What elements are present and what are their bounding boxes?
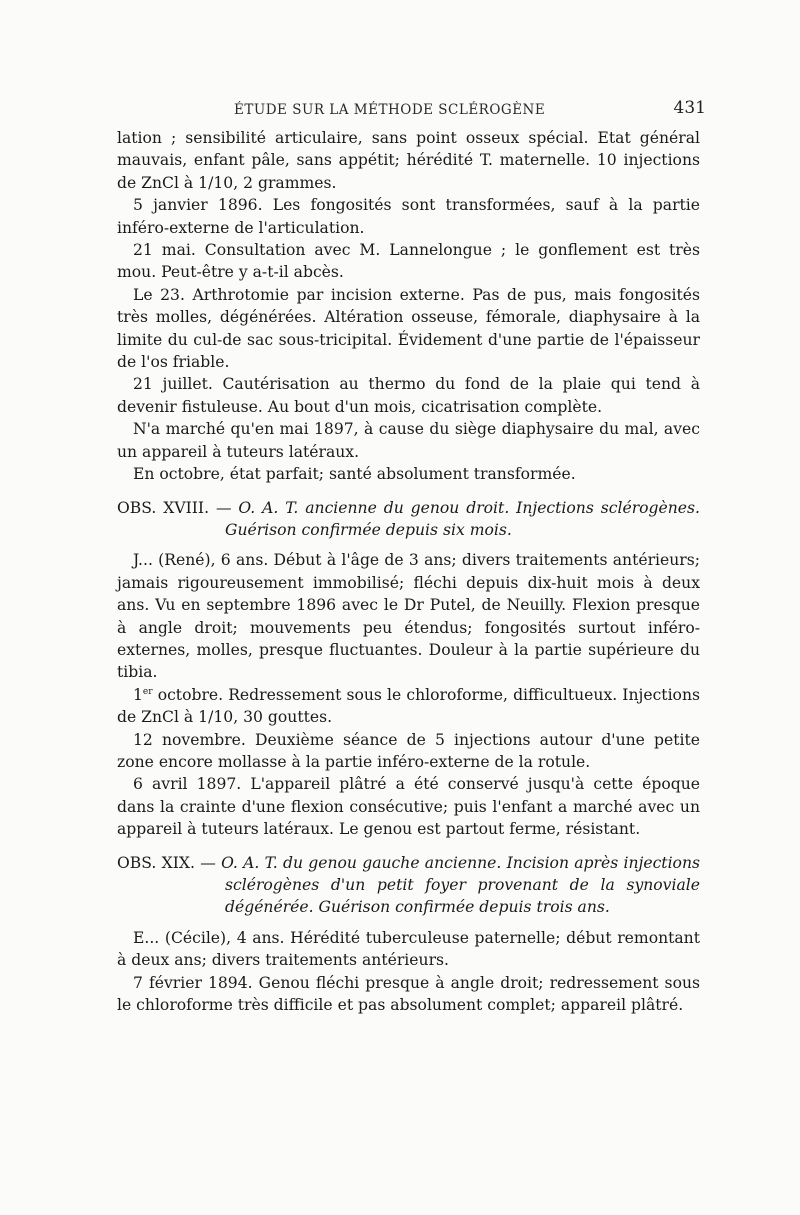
observation-19-number: OBS. XIX.: [117, 853, 195, 872]
observation-19-heading: [117, 852, 700, 919]
paragraph-5-janvier: 5 janvier 1896. Les fongosités sont transformées, sauf à la partie inféro-externe de l'articulation.: [117, 196, 700, 237]
observation-19-title: — O. A. T. du genou gauche ancienne. Incision après injections sclérogènes d'un petit foyer provenant de la synoviale dégénérée. Guérison confirmée depuis trois ans.: [200, 853, 700, 917]
paragraph-1er-octobre-text: octobre. Redressement sous le chloroforme, difficultueux. Injections de ZnCl à 1/10, 30 gouttes.: [117, 685, 700, 727]
paragraph-1er-octobre: [117, 684, 700, 729]
running-title: ÉTUDE SUR LA MÉTHODE SCLÉROGÈNE: [234, 102, 546, 118]
ordinal-suffix: er: [142, 686, 153, 697]
observation-18-heading: [117, 497, 700, 542]
paragraph-le-23: Le 23. Arthrotomie par incision externe. Pas de pus, mais fongosités très molles, dégénérées. Altération osseuse, fémorale, diaphysaire à la limite du cul-de sac sous-tricipital. Évidement d'une partie de l'épaisseur de l'os friable.: [117, 285, 700, 372]
body-text: [117, 127, 700, 1016]
paragraph-mai-1897: N'a marché qu'en mai 1897, à cause du siège diaphysaire du mal, avec un appareil à tuteurs latéraux.: [117, 420, 700, 461]
paragraph-continuation: lation ; sensibilité articulaire, sans point osseux spécial. Etat général mauvais, enfant pâle, sans appétit; hérédité T. maternelle. 10 injections de ZnCl à 1/10, 2 grammes.: [117, 129, 700, 192]
paragraph-6-avril: 6 avril 1897. L'appareil plâtré a été conservé jusqu'à cette époque dans la crainte d'une flexion consécutive; puis l'enfant a marché avec un appareil à tuteurs latéraux. Le genou est partout ferme, résistant.: [117, 775, 700, 839]
paragraph-21-mai: 21 mai. Consultation avec M. Lannelongue ; le gonflement est très mou. Peut-être y a-t-il abcès.: [117, 241, 700, 282]
paragraph-12-novembre: 12 novembre. Deuxième séance de 5 injections autour d'une petite zone encore mollasse à la partie inféro-externe de la rotule.: [117, 730, 700, 771]
paragraph-rene: J... (René), 6 ans. Début à l'âge de 3 ans; divers traitements antérieurs; jamais rigoureusement immobilisé; fléchi depuis dix-huit mois à deux ans. Vu en septembre 1896 avec le Dr Putel, de Neuilly. Flexion presque à angle droit; mouvements peu étendus; fongosités surtout inféro-externes, molles, presque fluctuantes. Douleur à la partie supérieure du tibia.: [117, 551, 700, 682]
observation-18-title: — O. A. T. ancienne du genou droit. Injections sclérogènes. Guérison confirmée depuis six mois.: [215, 498, 700, 539]
paragraph-cecile: E... (Cécile), 4 ans. Hérédité tuberculeuse paternelle; début remontant à deux ans; divers traitements antérieurs.: [117, 928, 700, 970]
day-number: 1: [133, 685, 143, 704]
page-header: [116, 100, 706, 124]
observation-18-number: OBS. XVIII.: [117, 498, 210, 517]
paragraph-21-juillet: 21 juillet. Cautérisation au thermo du fond de la plaie qui tend à devenir fistuleuse. Au bout d'un mois, cicatrisation complète.: [117, 375, 700, 416]
page-number: 431: [673, 98, 706, 118]
paragraph-en-octobre: En octobre, état parfait; santé absolument transformée.: [133, 465, 576, 484]
paragraph-7-fevrier: 7 février 1894. Genou fléchi presque à angle droit; redressement sous le chloroforme très difficile et pas absolument complet; appareil plâtré.: [117, 973, 700, 1015]
